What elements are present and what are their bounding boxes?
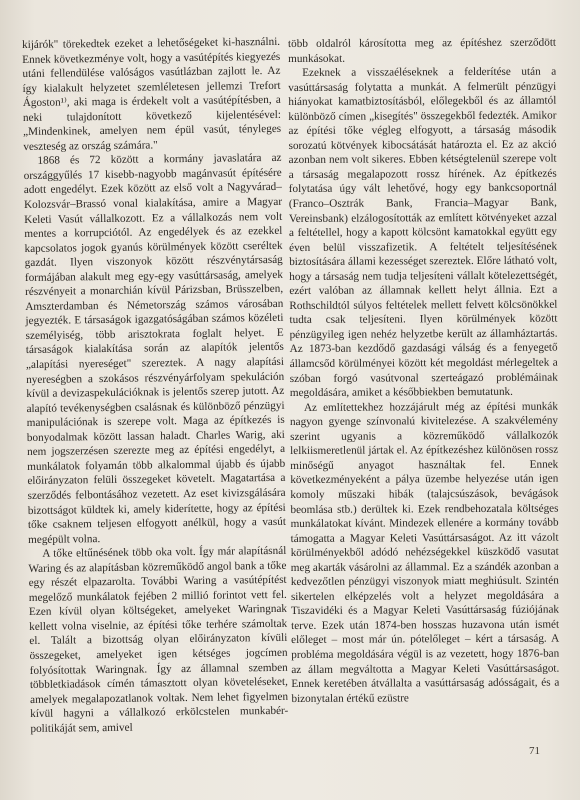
left-column (22, 35, 289, 736)
page-number: 71 (529, 745, 540, 757)
paragraph: Ezeknek a visszaéléseknek a felderítése után a vasúttársaság folytatta a munkát. A felmerült pénzügyi hiányokat kamatbiztosításból, előlegekből és az államtól különböző címen „kisegítés" összegekből fedezték. Amikor az építési tőke végleg elfogyott, a társaság második sorozatú kötvények kibocsátását határozta el. Ez az akció azonban nem volt sikeres. Ebben kétségtelenül szerepe volt a társaság megalapozott rossz hírének. Az építkezés folytatása úgy vált lehetővé, hogy egy bankcsoportnál (Franco–Osztrák Bank, Francia–Magyar Bank, Vereinsbank) elzálogosították az említett kötvényeket azzal a feltétellel, hogy a kapott kölcsönt kamatokkal együtt egy éven belül visszafizetik. A feltételt teljesítésének biztosítására állami kezességet szereztek. Előre látható volt, hogy a társaság nem tudja teljesíteni vállalt kötelezettségét, ezért valóban az államnak kellett helyt állnia. Ezt a Rothschildtól súlyos feltételek mellett felvett kölcsönökkel tudta csak teljesíteni. Ilyen körülmények között pénzügyileg igen nehéz helyzetbe került az államháztartás. Az 1873-ban kezdődő gazdasági válság és a fenyegető államcsőd körülményei között két megoldást mérlegeltek a szóban forgó vasútvonal szerteágazó problémáinak megoldására, amiket a későbbiekben bemutatunk. (288, 65, 558, 400)
paragraph: Az említettekhez hozzájárult még az építési munkák nagyon gyenge színvonalú kivitelezése. A szakvélemény szerint ugyanis a közreműködő vállalkozók lelkiismeretlenül jártak el. Az építkezéshez különösen rossz minőségű anyagot használtak fel. Ennek következményeként a pálya üzembe helyezése után igen komoly műszaki hibák (talajcsúszások, bevágások beomlása stb.) derültek ki. Ezek rendbehozatala költséges munkálatokat kívánt. Mindezek ellenére a kormány tovább támogatta a Magyar Keleti Vasúttársaságot. Az itt vázolt körülményekből adódó nehézségekkel küszködő vasutat meg akarták vásárolni az állammal. Ez a szándék azonban a kedvezőtlen pénzügyi viszonyok miatt meghiúsult. Szintén sikertelen elképzelés volt a helyzet megoldására a Tiszavidéki és a Magyar Keleti Vasúttársaság fúziójának terve. Ezek után 1874-ben hosszas huzavona után ismét előleget – most már ún. pótelőleget – kért a társaság. A probléma megoldására végül is az vezetett, hogy 1876-ban az állam megváltotta a Magyar Keleti Vasúttársaságot. Ennek keretében átvállalta a vasúttársaság adósságait, és a bizonytalan értékű ezüstre (289, 400, 560, 705)
paragraph: A tőke eltűnésének több oka volt. Így már alapításnál Waring és az alapításban közreműködő angol bank a tőke egy részét elpazarolta. További Waring a vasútépítést megelőző munkálatok fejében 2 millió forintot vett fel. Ezen kívül olyan költségeket, amelyeket Waringnak kellett volna viselnie, az építési tőke terhére számoltak el. Talált a bizottság olyan előirányzaton kívüli összegeket, amelyeket igen kétséges jogcímen folyósítottak Waringnak. Így az államnal szemben többletkiadások címén támasztott olyan követeléseket, amelyek megalapozatlanok voltak. Nem lehet figyelmen kívül hagyni a vállalkozó erkölcstelen munkabér-politikáját sem, amivel (28, 544, 289, 735)
paragraph: több oldalról károsította meg az építéshez szerződött munkásokat. (288, 36, 557, 65)
right-column (288, 36, 560, 707)
paragraph: kijárók" törekedtek ezeket a lehetőségeket ki-használni. Ennek következménye volt, hogy a vasútépítés kiegyezés utáni fellendülése valóságos vasútlázban zajlott le. Az így kialakult helyzetet szemléletesen jellemzi Trefort Ágoston¹⁾, aki maga is érdekelt volt a vasútépítésben, a neki tulajdonított következő kijelentésével: „Mindenkinek, amelyen nem épül vasút, tényleges veszteség az ország számára." (22, 35, 282, 153)
paragraph: 1868 és 72 között a kormány javaslatára az országgyűlés 17 kisebb-nagyobb magánvasút építésére adott engedélyt. Ezek között az első volt a Nagyvárad–Kolozsvár–Brassó vonal kialakítása, amire a Magyar Keleti Vasút vállalkozott. Ez a vállalkozás nem volt mentes a korrupciótól. Az engedélyek és az ezekkel kapcsolatos jogok gyanús körülmények között cseréltek gazdát. Ilyen viszonyok között részvénytársaság formájában alakult meg egy-egy vasúttársaság, amelyek részvényeit a monarchián kívül Párizsban, Brüsszelben, Amszterdamban és Németország számos városában jegyezték. E társaságok igazgatóságában számos közéleti személyiség, több arisztokrata foglalt helyet. E társaságok kialakítása során az alapítók jelentős „alapítási nyereséget" szereztek. A nagy alapítási nyereségben a szokásos részvényárfolyam spekuláción kívül a devizaspekulációknak is jelentős szerep jutott. Az alapító tevékenységben csalásnak és különböző pénzügyi manipulációnak is szerepe volt. Maga az építkezés is bonyodalmak között lassan haladt. Charles Warig, aki nem jogszerzésen szerezte meg az építési engedélyt, a munkálatok folyamán több alkalommal újabb és újabb előirányzaton felüli összegeket követelt. Magatartása a szerződés felbontásához vezetett. Az eset kivizsgálására bizottságot küldtek ki, amely kiderítette, hogy az építési tőke csaknem teljesen elfogyott anélkül, hogy a vasút megépült volna. (23, 152, 287, 546)
